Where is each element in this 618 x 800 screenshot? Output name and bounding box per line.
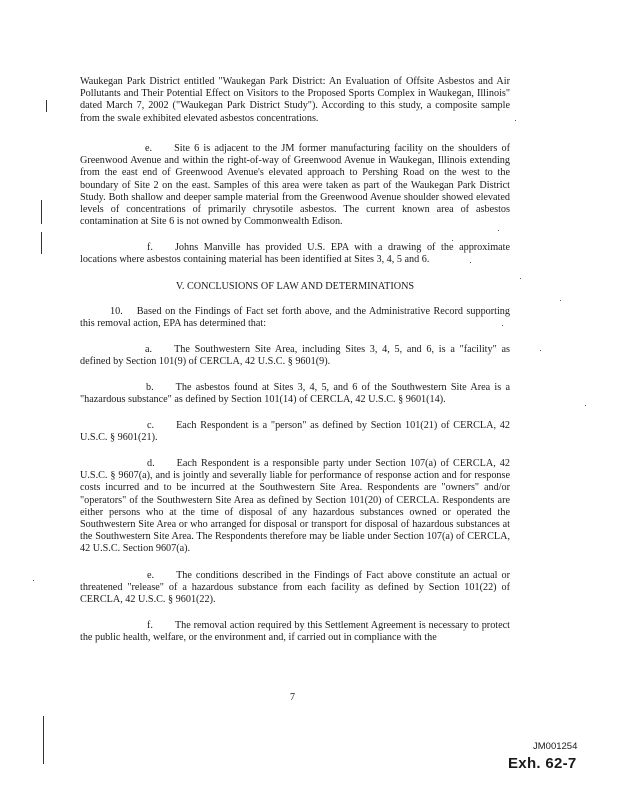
item-e bbox=[80, 570, 510, 607]
paragraph-e-text: Site 6 is adjacent to the JM former manufacturing facility on the shoulders of Greenwood Avenue and within the right-of-way of Greenwood Avenue in Waukegan, Illinois extending from the east end of Greenwood Avenue's elevated approach to Pershing Road on the west to the boundary of Site 2 on the east. Samples of this area were taken as part of the Waukegan Park District Study. Both shallow and deeper sample material from the Greenwood Avenue shoulder showed elevated levels of concentrations of primarily chrysotile asbestos. The current known area of asbestos contamination at Site 6 is not owned by Commonwealth Edison. bbox=[80, 143, 510, 228]
paragraph-intro-text: Waukegan Park District entitled "Waukegan Park District: An Evaluation of Offsite Asbestos and Air Pollutants and Their Potential Effect on Visitors to the Proposed Sports Complex in Waukegan, Illinois" dated March 7, 2002 ("Waukegan Park District Study"). According to this study, a composite sample from the swale exhibited elevated asbestos concentrations. bbox=[80, 76, 510, 124]
item-b-text: The asbestos found at Sites 3, 4, 5, and 6 of the Southwestern Site Area is a "hazardous substance" as defined by Section 101(14) of CERCLA, 42 U.S.C. § 9601(14). bbox=[80, 382, 510, 406]
scan-speck bbox=[498, 230, 499, 231]
paragraph-f bbox=[80, 242, 510, 266]
item-d bbox=[80, 458, 510, 556]
margin-bar-mark bbox=[46, 100, 47, 112]
item-b bbox=[80, 382, 510, 406]
item-d-text: Each Respondent is a responsible party under Section 107(a) of CERCLA, 42 U.S.C. § 9607(a), and is jointly and severally liable for performance of response action and for response costs incurred and to be incurred at the Southwestern Site Area. Respondents are "owners" and/or "operators" of the Southwestern Site Area as defined by Section 101(20) of CERCLA. Respondents are either persons who at the time of disposal of any hazardous substances owned or operated the Southwestern Site Area or who arranged for disposal or transport for disposal of hazardous substances at the Southwestern Site Area. The Respondents therefore may be liable under Section 107(a) of CERCLA, 42 U.S.C. Section 9607(a). bbox=[80, 458, 510, 555]
item-a bbox=[80, 344, 510, 368]
scan-speck bbox=[502, 325, 503, 326]
scan-speck bbox=[33, 580, 34, 581]
paragraph-e bbox=[80, 143, 510, 228]
item-a-text: The Southwestern Site Area, including Sites 3, 4, 5, and 6, is a "facility" as defined by Section 101(9) of CERCLA, 42 U.S.C. § 9601(9). bbox=[80, 344, 510, 368]
page-number: 7 bbox=[290, 692, 295, 703]
paragraph-intro bbox=[80, 76, 510, 125]
scan-speck bbox=[452, 240, 453, 241]
item-f-label: f. bbox=[147, 620, 153, 631]
paragraph-10 bbox=[80, 306, 510, 330]
scan-speck bbox=[515, 120, 516, 121]
item-e-label: e. bbox=[147, 570, 155, 581]
exhibit-label: Exh. 62-7 bbox=[508, 755, 577, 772]
paragraph-f-label: f. bbox=[147, 242, 153, 253]
paragraph-e-label: e. bbox=[145, 143, 153, 154]
margin-bar-mark bbox=[43, 716, 44, 764]
scan-speck bbox=[470, 262, 471, 263]
paragraph-10-text: Based on the Findings of Fact set forth above, and the Administrative Record supporting this removal action, EPA has determined that: bbox=[80, 306, 510, 330]
item-c bbox=[80, 420, 510, 444]
item-d-label: d. bbox=[147, 458, 155, 469]
section-heading: V. CONCLUSIONS OF LAW AND DETERMINATIONS bbox=[175, 281, 415, 292]
paragraph-f-text: Johns Manville has provided U.S. EPA with a drawing of the approximate locations where asbestos containing material has been identified at Sites 3, 4, 5 and 6. bbox=[80, 242, 510, 266]
item-f bbox=[80, 620, 510, 644]
scan-speck bbox=[540, 350, 541, 351]
item-a-label: a. bbox=[145, 344, 153, 355]
margin-bar-mark bbox=[41, 232, 42, 254]
scan-speck bbox=[585, 405, 586, 406]
scan-speck bbox=[560, 300, 561, 301]
item-e-text: The conditions described in the Findings of Fact above constitute an actual or threatened "release" of a hazardous substance from each facility as defined by Section 101(22) of CERCLA, 42 U.S.C. § 9601(22). bbox=[80, 570, 510, 606]
item-c-label: c. bbox=[147, 420, 155, 431]
item-f-text: The removal action required by this Settlement Agreement is necessary to protect the public health, welfare, or the environment and, if carried out in compliance with the bbox=[80, 620, 510, 644]
paragraph-10-label: 10. bbox=[110, 306, 123, 317]
scan-speck bbox=[520, 278, 521, 279]
item-b-label: b. bbox=[146, 382, 154, 393]
margin-bar-mark bbox=[41, 200, 42, 224]
bates-number: JM001254 bbox=[533, 741, 578, 752]
item-c-text: Each Respondent is a "person" as defined by Section 101(21) of CERCLA, 42 U.S.C. § 9601(21). bbox=[80, 420, 510, 444]
